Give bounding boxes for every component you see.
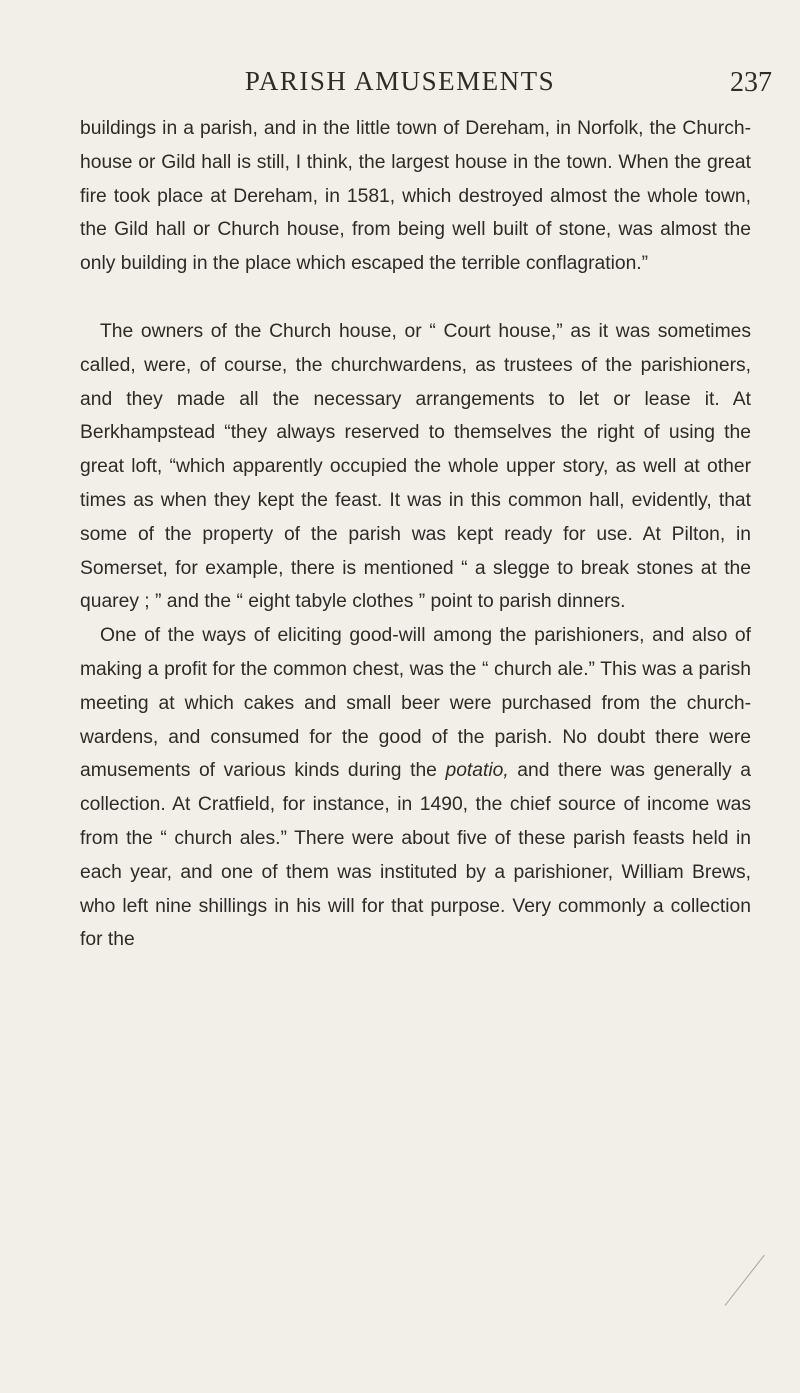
paragraph-2: The owners of the Church house, or “ Court house,” as it was sometimes called, were, of course, the churchwardens, as trustees of the parishioners, and they made all the necessary arrangements to let or lease it. At Berkhampstead “they always reserved to themselves the right of using the great loft, “which apparently occupied the whole upper story, as well at other times as when they kept the feast. It was in this common hall, evidently, that some of the property of the parish was kept ready for use. At Pilton, in Somerset, for example, there is mentioned “ a slegge to break stones at the quarey ; ” and the “ eight tabyle clothes ” point to parish dinners. bbox=[80, 320, 751, 613]
paragraph-3 bbox=[80, 619, 751, 957]
paragraph-3-part-2: and there was generally a collection. At Cratfield, for instance, in 1490, the chief source of income was from the “ church ales.” There were about five of these parish feasts held in each year, and one of them was instituted by a parishioner, William Brews, who left nine shillings in his will for that purpose. Very commonly a collection for the bbox=[80, 760, 751, 951]
pencil-mark bbox=[725, 1255, 765, 1306]
body-text bbox=[80, 112, 751, 957]
page-number: 237 bbox=[730, 67, 772, 98]
paragraph-1: buildings in a parish, and in the little town of Dereham, in Norfolk, the Church-house or Gild hall is still, I think, the largest house in the town. When the great fire took place at Dereham, in 1581, which destroyed almost the whole town, the Gild hall or Church house, from being well built of stone, was almost the only building in the place which escaped the terrible conflagration.” bbox=[80, 118, 751, 275]
italic-term-potatio: potatio, bbox=[445, 760, 509, 782]
paragraph-3-part-1: One of the ways of eliciting good-will among the parishioners, and also of making a profit for the common chest, was the “ church ale.” This was a parish meeting at which cakes and small beer were purchased from the church-wardens, and consumed for the good of the parish. No doubt there were amusements of various kinds during the bbox=[80, 625, 751, 782]
running-head bbox=[0, 64, 800, 98]
running-title: PARISH AMUSEMENTS bbox=[244, 66, 556, 96]
